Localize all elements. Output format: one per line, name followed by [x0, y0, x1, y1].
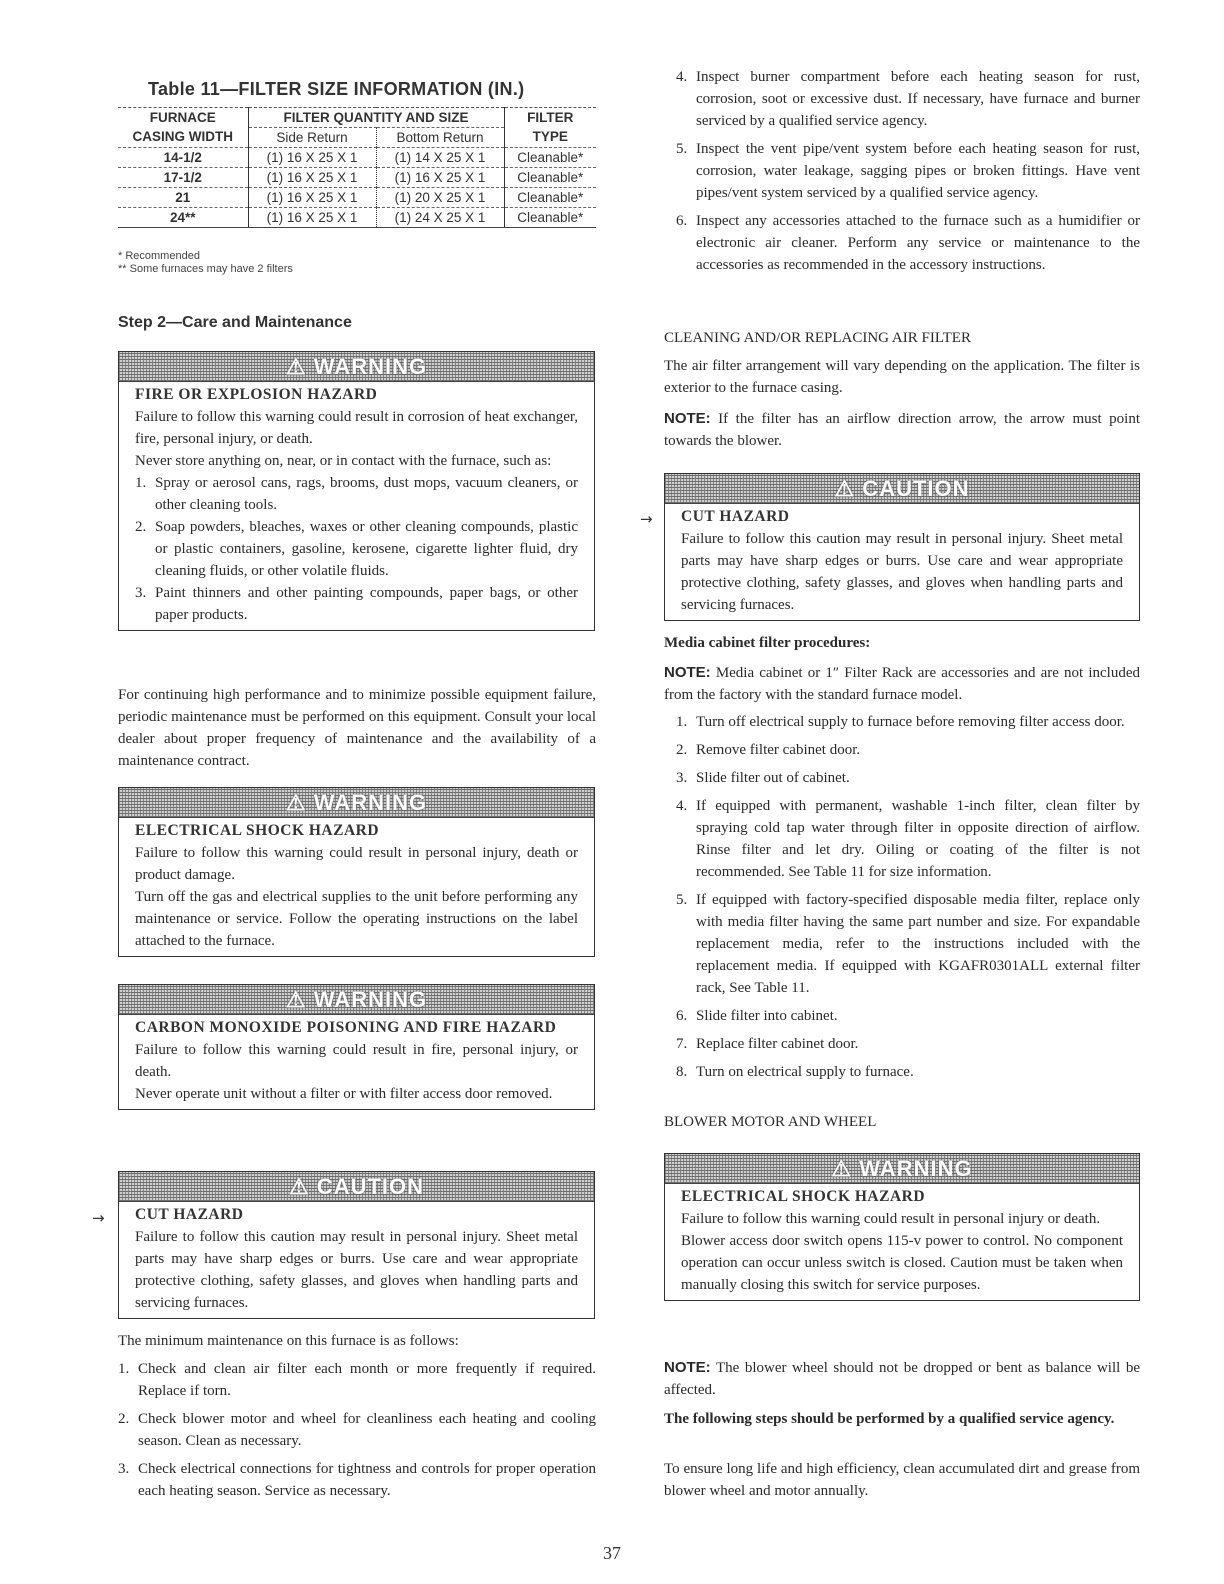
item-number: 3. — [135, 585, 147, 601]
caution-text: Failure to follow this caution may result in personal injury. Sheet metal parts may have sharp edges or burrs. Use care and wear appropriate protective clothing, safety glasses, and gloves when handling parts and servicing furnaces. — [135, 1229, 578, 1311]
warning-fire-explosion — [118, 351, 595, 631]
table-row — [118, 208, 596, 228]
cleaning-paragraph: The air filter arrangement will vary depending on the application. The filter is exterior to the furnace casing. — [664, 358, 1140, 396]
note-text: Media cabinet or 1″ Filter Rack are accessories and are not included from the factory with the standard furnace model. — [664, 665, 1141, 703]
item-number: 1. — [135, 475, 147, 491]
cell-side: (1) 16 X 25 X 1 — [248, 148, 376, 168]
cell-type: Cleanable* — [504, 188, 596, 208]
item-number: 3. — [676, 770, 688, 786]
inspection-list — [664, 66, 1140, 282]
list-item — [664, 1033, 1140, 1055]
step2-title: Step 2—Care and Maintenance — [118, 314, 352, 331]
list-item — [664, 739, 1140, 761]
min-maintenance-list — [106, 1358, 596, 1508]
item-number: 2. — [676, 742, 688, 758]
qualified-agency-note: The following steps should be performed by a qualified service agency. — [664, 1411, 1115, 1427]
item-number: 3. — [118, 1461, 130, 1477]
col-type-header: TYPE — [504, 128, 596, 148]
cell-side: (1) 16 X 25 X 1 — [248, 168, 376, 188]
item-number: 7. — [676, 1036, 688, 1052]
caution-banner — [119, 1172, 594, 1202]
warning-banner — [119, 985, 594, 1015]
item-text: Slide filter out of cabinet. — [696, 770, 850, 786]
item-text: Slide filter into cabinet. — [696, 1008, 838, 1024]
min-maintenance-intro: The minimum maintenance on this furnace is as follows: — [118, 1333, 459, 1349]
item-text: Inspect any accessories attached to the furnace such as a humidifier or electronic air cleaner. Perform any service or maintenance to the accessories as recommended in the accessory instructions. — [696, 213, 1140, 273]
cell-side: (1) 16 X 25 X 1 — [248, 188, 376, 208]
cleaning-heading: CLEANING AND/OR REPLACING AIR FILTER — [664, 330, 971, 346]
warning-text: Never store anything on, near, or in contact with the furnace, such as: — [135, 453, 552, 469]
table-title: Table 11—FILTER SIZE INFORMATION (IN.) — [148, 79, 525, 99]
warning-text: Never operate unit without a filter or with filter access door removed. — [135, 1086, 553, 1102]
col-filter-header: FILTER — [504, 108, 596, 128]
list-item — [135, 516, 578, 582]
col-bottom-return-header: Bottom Return — [376, 128, 504, 148]
cell-bottom: (1) 24 X 25 X 1 — [376, 208, 504, 228]
item-text: Check and clean air filter each month or more frequently if required. Replace if torn. — [138, 1361, 596, 1399]
item-text: Remove filter cabinet door. — [696, 742, 861, 758]
warning-text: Turn off the gas and electrical supplies to the unit before performing any maintenance or service. Follow the operating instructions on the label attached to the furnace. — [135, 889, 578, 949]
col-side-return-header: Side Return — [248, 128, 376, 148]
item-text: Paint thinners and other painting compounds, paper bags, or other paper products. — [155, 585, 578, 623]
col-casing-width-header: CASING WIDTH — [132, 129, 233, 145]
item-text: Check electrical connections for tightness and controls for proper operation each heating season. Service as necessary. — [138, 1461, 596, 1499]
warning-label: ⚠ WARNING — [285, 790, 428, 815]
item-number: 1. — [118, 1361, 130, 1377]
hazard-title: ELECTRICAL SHOCK HAZARD — [681, 1188, 926, 1205]
item-number: 6. — [676, 213, 688, 229]
warning-text: Failure to follow this warning could result in fire, personal injury, or death. — [135, 1042, 578, 1080]
item-text: Replace filter cabinet door. — [696, 1036, 859, 1052]
caution-label: ⚠ CAUTION — [834, 476, 970, 501]
media-steps-list — [664, 711, 1140, 1089]
hazard-title: ELECTRICAL SHOCK HAZARD — [135, 822, 380, 839]
list-item — [664, 767, 1140, 789]
warning-banner — [119, 788, 594, 818]
cell-width: 24** — [118, 208, 248, 228]
item-text: Spray or aerosol cans, rags, brooms, dust mops, vacuum cleaners, or other cleaning tools. — [155, 475, 578, 513]
caution-label: ⚠ CAUTION — [288, 1174, 425, 1199]
change-arrow-icon: → — [92, 1209, 105, 1227]
item-text: Turn off electrical supply to furnace before removing filter access door. — [696, 714, 1125, 730]
item-number: 4. — [676, 798, 688, 814]
col-furnace-header: FURNACE — [118, 108, 248, 128]
cell-bottom: (1) 16 X 25 X 1 — [376, 168, 504, 188]
note-text: The blower wheel should not be dropped or bent as balance will be affected. — [664, 1360, 1140, 1398]
cell-side: (1) 16 X 25 X 1 — [248, 208, 376, 228]
filter-size-table — [118, 107, 596, 228]
item-text: If equipped with permanent, washable 1-inch filter, clean filter by spraying cold tap water through filter in opposite direction of airflow. Rinse filter and let dry. Oiling or coating of the filter is not recommended. See Table 11 for size information. — [696, 798, 1140, 880]
note-airflow — [664, 408, 1140, 452]
list-item — [664, 795, 1140, 883]
warning-label: ⚠ WARNING — [831, 1156, 973, 1181]
cell-type: Cleanable* — [504, 168, 596, 188]
media-heading: Media cabinet filter procedures: — [664, 635, 871, 651]
hazard-title: CUT HAZARD — [681, 508, 790, 525]
list-item — [664, 711, 1140, 733]
warning-text: Blower access door switch opens 115-v power to control. No component operation can occur unless switch is closed. Caution must be taken when manually closing this switch for service purposes. — [681, 1233, 1123, 1293]
cell-bottom: (1) 14 X 25 X 1 — [376, 148, 504, 168]
item-text: Turn on electrical supply to furnace. — [696, 1064, 914, 1080]
list-item — [664, 1061, 1140, 1083]
item-text: If equipped with factory-specified disposable media filter, replace only with media filter having the same part number and size. For expandable replacement media, refer to the instructions included with the replacement media. If equipped with KGAFR0301ALL external filter rack, See Table 11. — [696, 892, 1140, 996]
warning-label: ⚠ WARNING — [285, 354, 428, 379]
list-item — [106, 1358, 596, 1402]
cell-width: 21 — [118, 188, 248, 208]
warning-label: ⚠ WARNING — [285, 987, 428, 1012]
item-text: Inspect the vent pipe/vent system before each heating season for rust, corrosion, water leakage, sagging pipes or broken fittings. Have vent pipes/vent system serviced by a qualified service agency. — [696, 141, 1140, 201]
change-arrow-icon: → — [640, 510, 653, 528]
caution-cut-hazard-right — [664, 473, 1140, 621]
note-label: NOTE: — [664, 1359, 711, 1376]
item-number: 5. — [676, 892, 688, 908]
item-number: 5. — [676, 141, 688, 157]
note-label: NOTE: — [664, 410, 711, 427]
warning-text: Failure to follow this warning could result in corrosion of heat exchanger, fire, personal injury, or death. — [135, 409, 578, 447]
table-row — [118, 148, 596, 168]
note-blower-wheel — [664, 1357, 1140, 1401]
list-item — [664, 138, 1140, 204]
maintenance-paragraph: For continuing high performance and to minimize possible equipment failure, periodic maintenance must be performed on this equipment. Consult your local dealer about proper frequency of maintenance and the availability of a maintenance contract. — [118, 687, 596, 769]
table-row — [118, 168, 596, 188]
item-number: 6. — [676, 1008, 688, 1024]
item-text: Check blower motor and wheel for cleanliness each heating and cooling season. Clean as necessary. — [138, 1411, 596, 1449]
list-item — [664, 1005, 1140, 1027]
item-number: 2. — [118, 1411, 130, 1427]
caution-cut-hazard — [118, 1171, 595, 1319]
note-label: NOTE: — [664, 664, 711, 681]
list-item — [135, 472, 578, 516]
cell-type: Cleanable* — [504, 148, 596, 168]
warning-banner — [119, 352, 594, 382]
item-text: Soap powders, bleaches, waxes or other cleaning compounds, plastic or plastic containers, gasoline, kerosene, cigarette lighter fluid, dry cleaning fluids, or other volatile fluids. — [155, 519, 578, 579]
list-item — [106, 1458, 596, 1502]
col-filter-qty-header: FILTER QUANTITY AND SIZE — [248, 108, 504, 128]
warning-text: Failure to follow this warning could result in personal injury or death. — [681, 1211, 1101, 1227]
note-text: If the filter has an airflow direction arrow, the arrow must point towards the blower. — [664, 411, 1140, 449]
cell-width: 17-1/2 — [118, 168, 248, 188]
list-item — [664, 66, 1140, 132]
footnote-recommended: * Recommended — [118, 250, 200, 262]
warning-text: Failure to follow this warning could result in personal injury, death or product damage. — [135, 845, 578, 883]
warning-electrical-shock — [118, 787, 595, 957]
warning-electrical-shock-blower — [664, 1153, 1140, 1301]
cell-type: Cleanable* — [504, 208, 596, 228]
page-number: 37 — [603, 1543, 621, 1563]
hazard-title: FIRE OR EXPLOSION HAZARD — [135, 386, 378, 403]
final-paragraph: To ensure long life and high efficiency, clean accumulated dirt and grease from blower wheel and motor annually. — [664, 1461, 1140, 1499]
item-number: 2. — [135, 519, 147, 535]
hazard-title: CUT HAZARD — [135, 1206, 244, 1223]
item-text: Inspect burner compartment before each heating season for rust, corrosion, soot or excessive dust. If necessary, have furnace and burner serviced by a qualified service agency. — [696, 69, 1140, 129]
cell-bottom: (1) 20 X 25 X 1 — [376, 188, 504, 208]
warning-banner — [665, 1154, 1139, 1184]
footnote-two-filters: ** Some furnaces may have 2 filters — [118, 263, 293, 275]
caution-text: Failure to follow this caution may result in personal injury. Sheet metal parts may have sharp edges or burrs. Use care and wear appropriate protective clothing, safety glasses, and gloves when handling parts and servicing furnaces. — [681, 531, 1123, 613]
table-row — [118, 188, 596, 208]
caution-banner — [665, 474, 1139, 504]
list-item — [664, 210, 1140, 276]
warning-carbon-monoxide — [118, 984, 595, 1110]
list-item — [135, 582, 578, 626]
list-item — [664, 889, 1140, 999]
item-number: 4. — [676, 69, 688, 85]
cell-width: 14-1/2 — [118, 148, 248, 168]
note-media-cabinet — [664, 662, 1140, 706]
list-item — [106, 1408, 596, 1452]
blower-heading: BLOWER MOTOR AND WHEEL — [664, 1114, 877, 1130]
hazard-title: CARBON MONOXIDE POISONING AND FIRE HAZARD — [135, 1019, 557, 1036]
item-number: 8. — [676, 1064, 688, 1080]
item-number: 1. — [676, 714, 688, 730]
